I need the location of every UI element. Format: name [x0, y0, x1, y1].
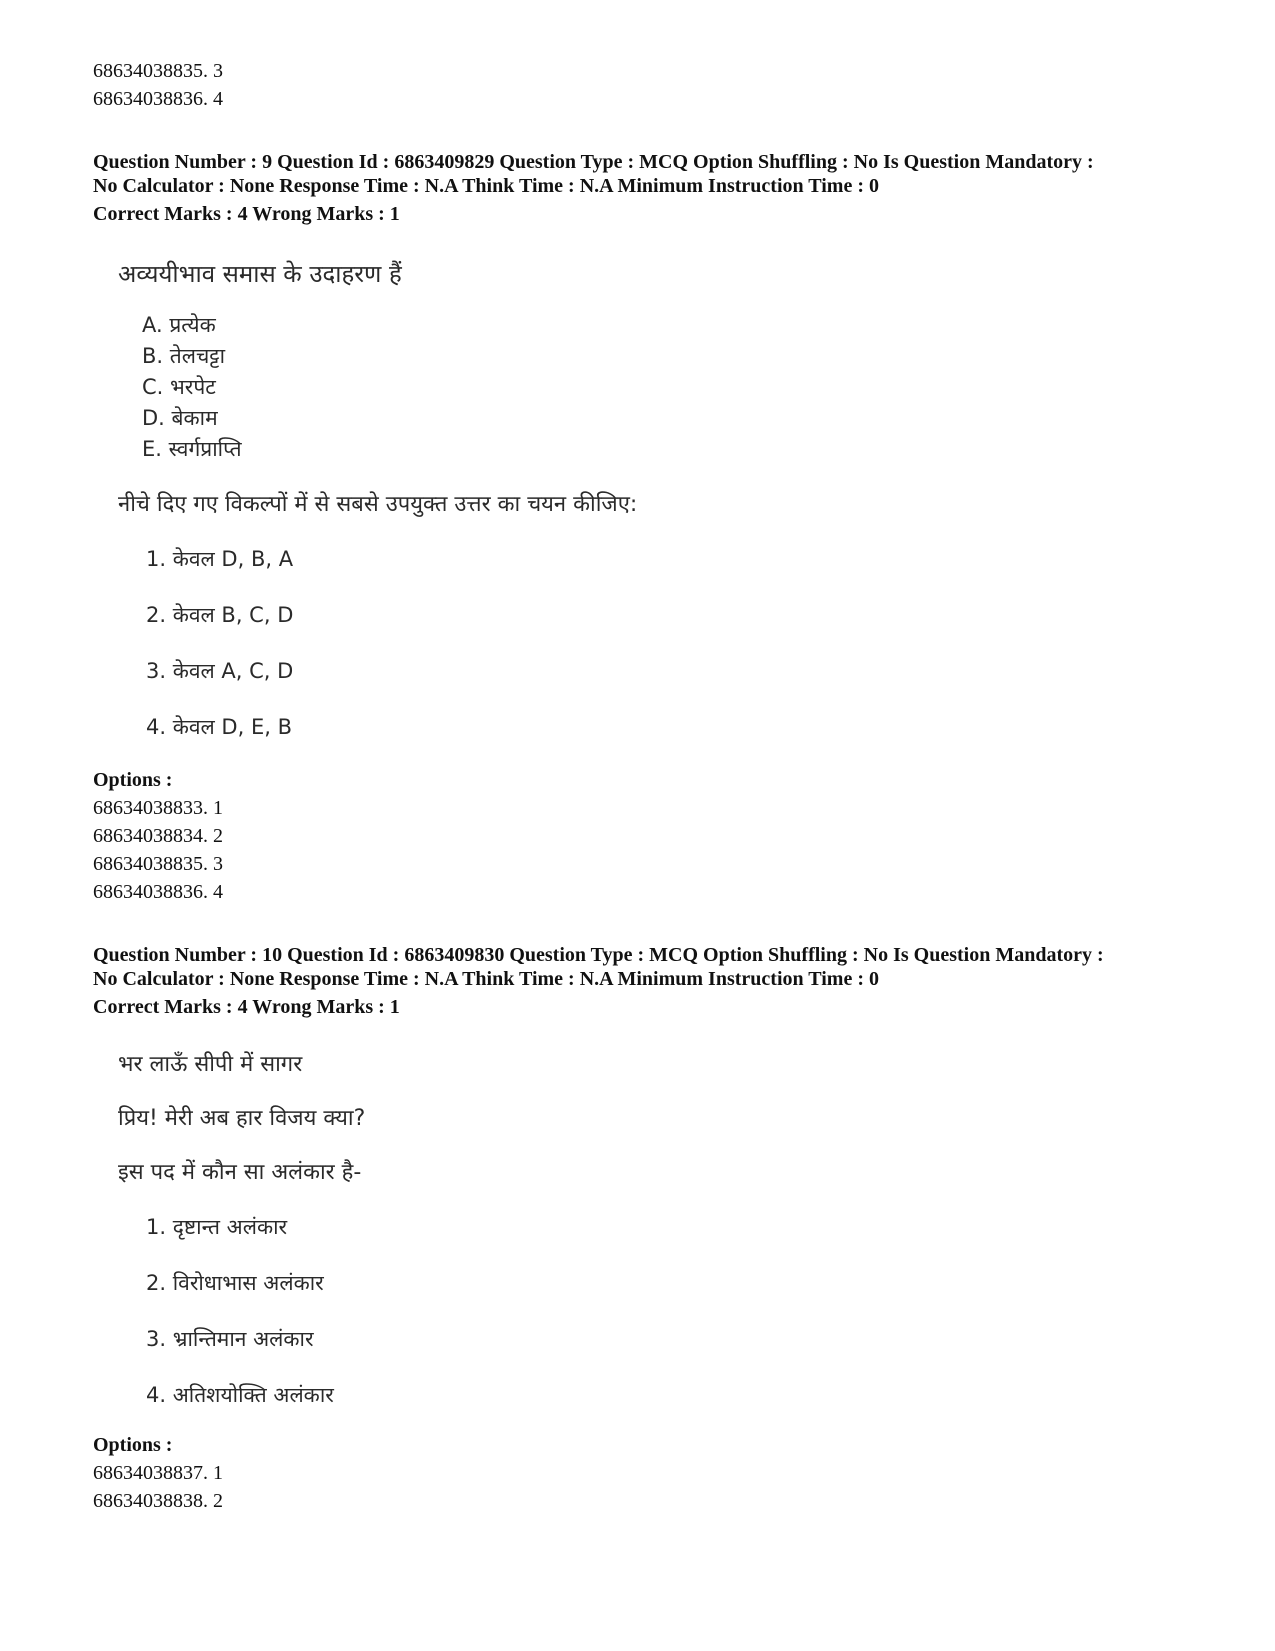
q9-options-label: Options :: [93, 769, 173, 791]
q10-options-label: Options :: [93, 1434, 173, 1456]
q9-choice-4: 4. केवल D, E, B: [146, 715, 292, 739]
q10-marks: Correct Marks : 4 Wrong Marks : 1: [93, 996, 400, 1018]
option-line: 68634038836. 4: [93, 88, 223, 110]
q10-meta-line1: Question Number : 10 Question Id : 6863409830 Question Type : MCQ Option Shuffling : No Is Question Mandatory :: [93, 944, 1104, 966]
q9-marks: Correct Marks : 4 Wrong Marks : 1: [93, 203, 400, 225]
q9-choice-3: 3. केवल A, C, D: [146, 659, 294, 683]
q10-stem-line3: इस पद में कौन सा अलंकार है-: [118, 1160, 362, 1185]
q9-meta-line1: Question Number : 9 Question Id : 6863409829 Question Type : MCQ Option Shuffling : No Is Question Mandatory :: [93, 151, 1094, 173]
q9-meta: [93, 150, 1213, 198]
prev-options-list: [93, 57, 1213, 113]
option-line: 68634038834. 2: [93, 825, 223, 847]
q9-statement-d: D. बेकाम: [142, 406, 218, 430]
q9-statement-a: A. प्रत्येक: [142, 313, 216, 337]
q10-stem-line2: प्रिय! मेरी अब हार विजय क्या?: [118, 1106, 366, 1131]
q10-choice-2: 2. विरोधाभास अलंकार: [146, 1271, 324, 1295]
option-line: 68634038835. 3: [93, 853, 223, 875]
q10-meta-line2: No Calculator : None Response Time : N.A Think Time : N.A Minimum Instruction Time : 0: [93, 968, 879, 990]
q10-choice-4: 4. अतिशयोक्ति अलंकार: [146, 1383, 334, 1407]
q10-stem-line1: भर लाऊँ सीपी में सागर: [118, 1052, 303, 1077]
q9-choice-2: 2. केवल B, C, D: [146, 603, 294, 627]
q9-meta-line2: No Calculator : None Response Time : N.A Think Time : N.A Minimum Instruction Time : 0: [93, 175, 879, 197]
q9-statement-e: E. स्वर्गप्राप्ति: [142, 437, 242, 461]
q10-options-list: [93, 1459, 1213, 1515]
option-line: 68634038837. 1: [93, 1462, 223, 1484]
option-line: 68634038836. 4: [93, 881, 223, 903]
q9-choice-1: 1. केवल D, B, A: [146, 547, 294, 571]
option-line: 68634038838. 2: [93, 1490, 223, 1512]
q9-statement-b: B. तेलचट्टा: [142, 344, 226, 368]
q9-statement-c: C. भरपेट: [142, 375, 216, 399]
q10-choice-1: 1. दृष्टान्त अलंकार: [146, 1215, 288, 1239]
q10-meta: [93, 943, 1213, 991]
option-line: 68634038833. 1: [93, 797, 223, 819]
q9-instruction: नीचे दिए गए विकल्पों में से सबसे उपयुक्त उत्तर का चयन कीजिए:: [118, 492, 638, 517]
option-line: 68634038835. 3: [93, 60, 223, 82]
q9-stem: अव्ययीभाव समास के उदाहरण हैं: [118, 260, 402, 288]
q10-choice-3: 3. भ्रान्तिमान अलंकार: [146, 1327, 314, 1351]
q9-options-list: [93, 794, 1213, 906]
